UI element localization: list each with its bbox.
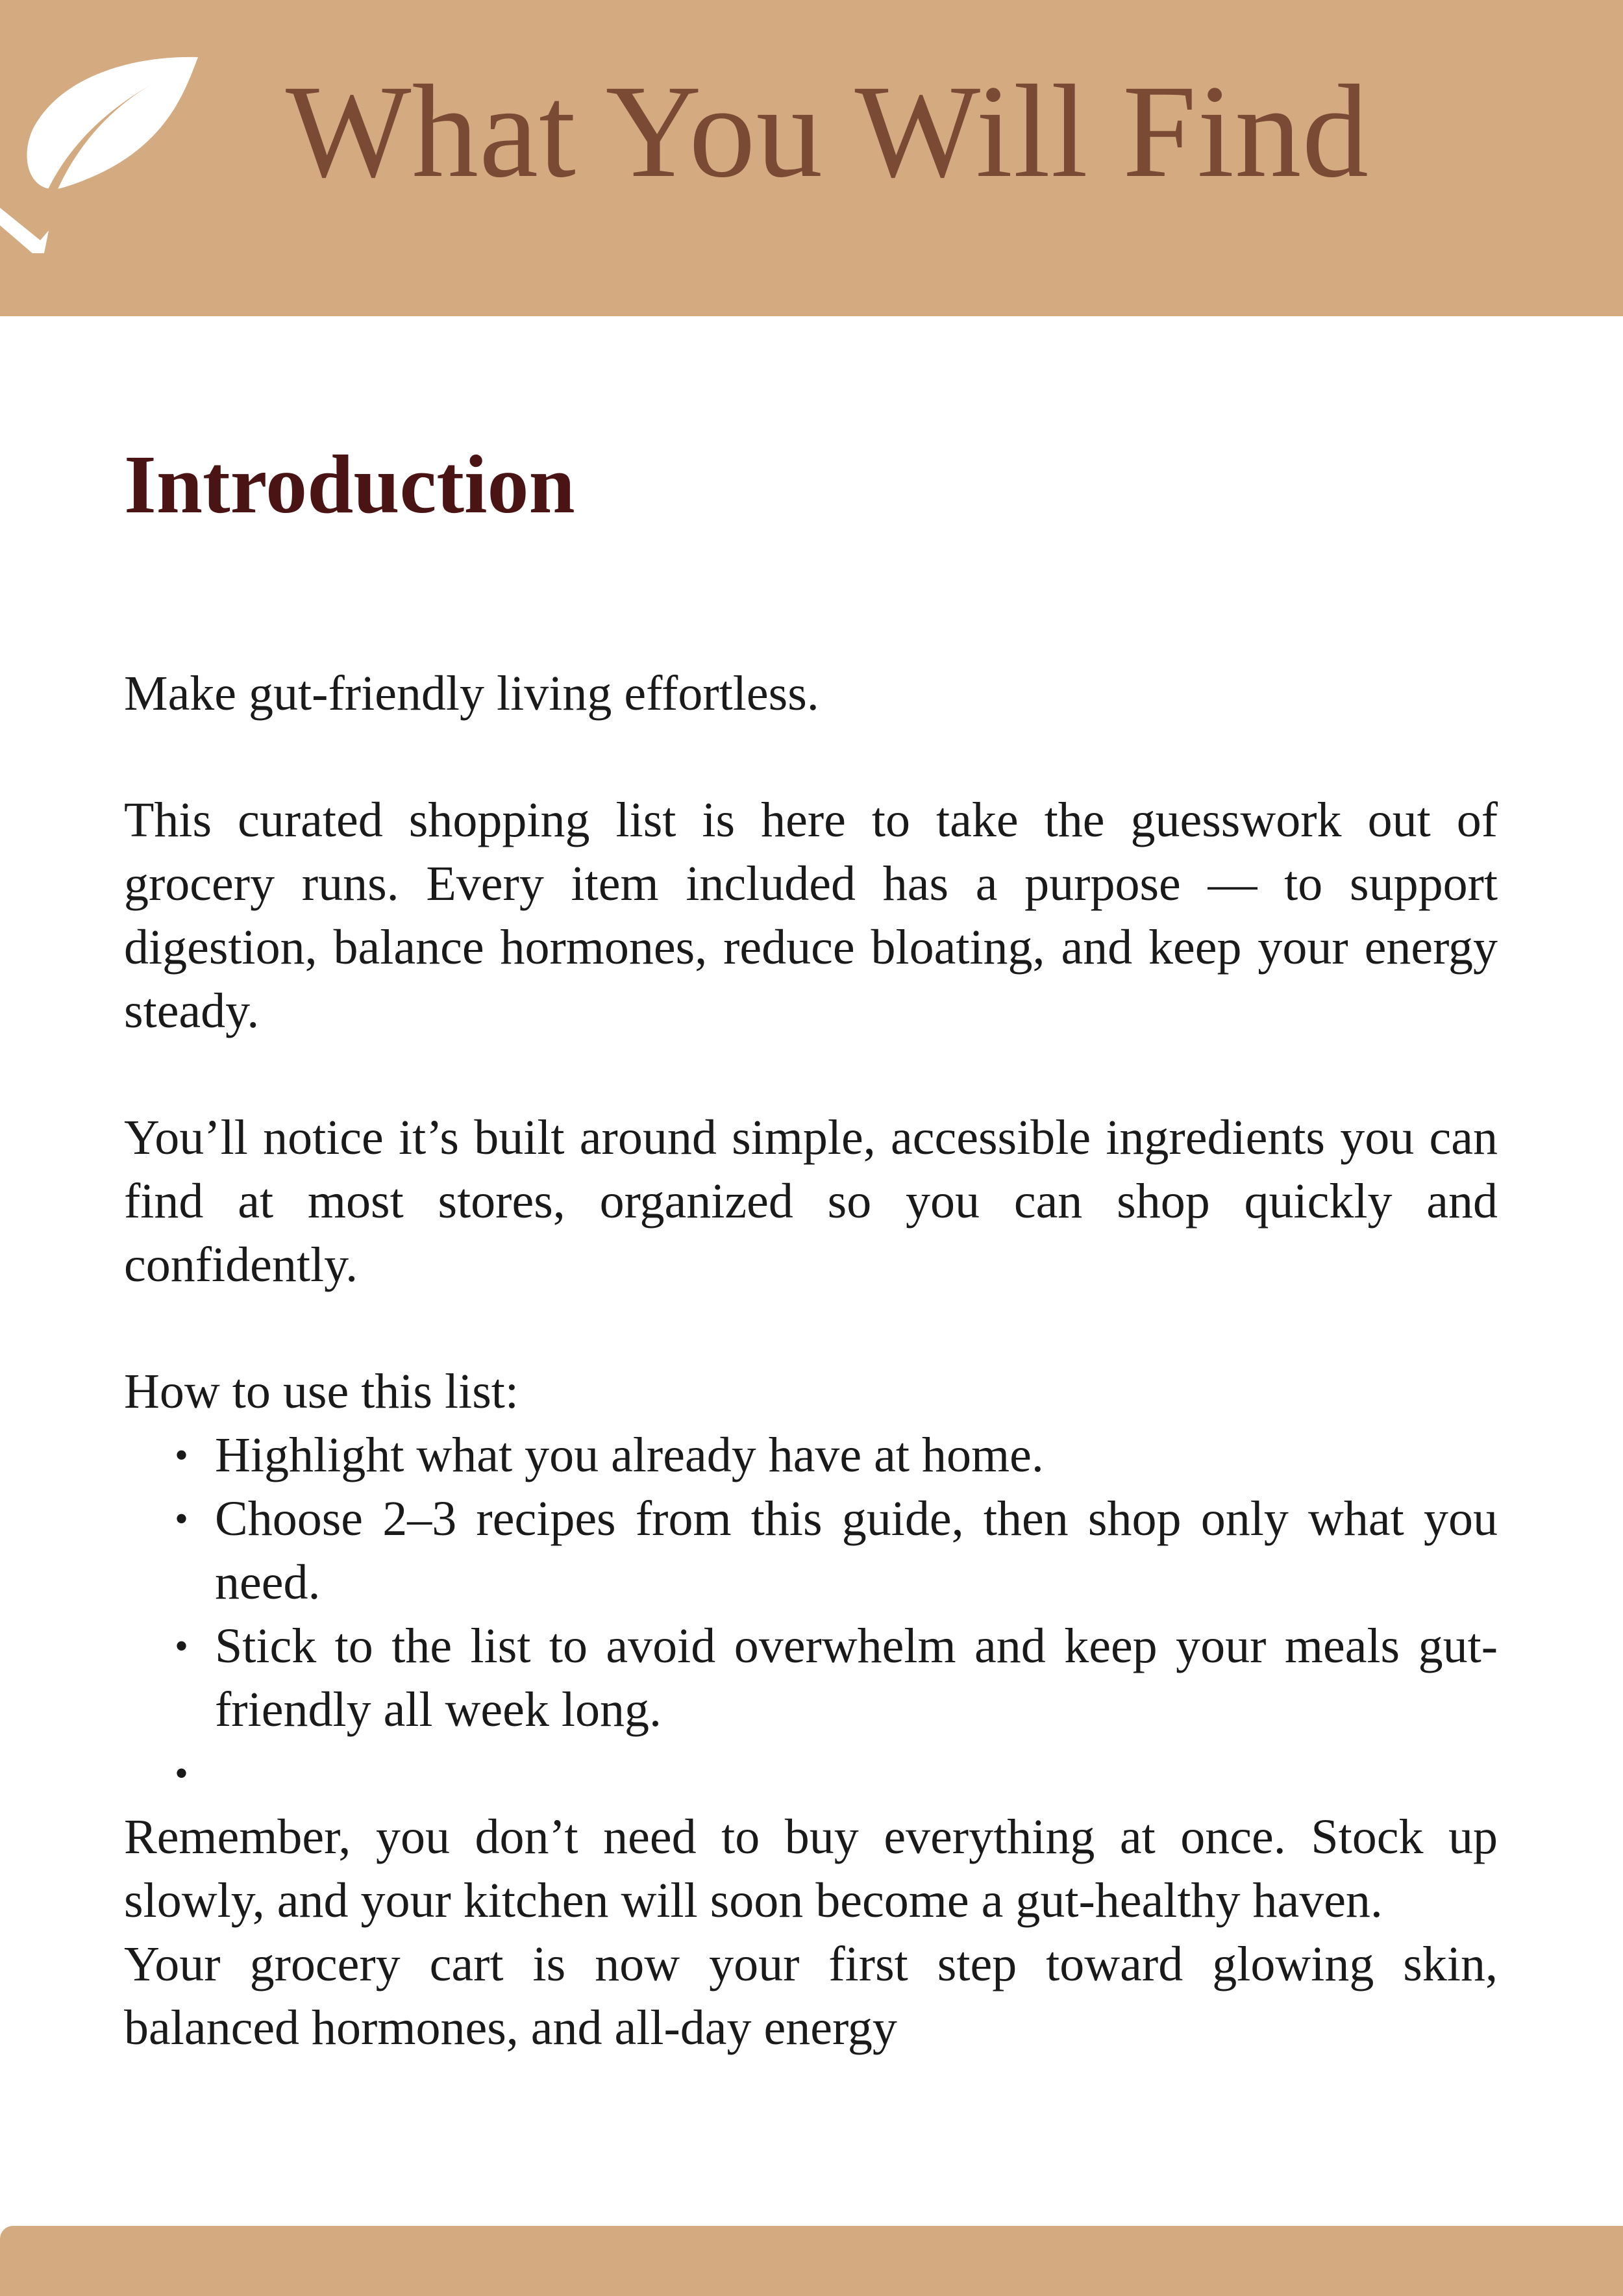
tagline: Make gut-friendly living effortless. bbox=[124, 666, 819, 721]
list-item-text: Stick to the list to avoid overwhelm and keep your meals gut-friendly all week long. bbox=[215, 1618, 1498, 1737]
list-item bbox=[175, 1741, 1498, 1805]
intro-paragraph: This curated shopping list is here to take the guesswork out of grocery runs. Every item included has a purpose — to support digestion, balance hormones, reduce bloating, and keep your energy steady. bbox=[124, 792, 1498, 1038]
how-to-list bbox=[124, 1423, 1498, 1805]
page-title: What You Will Find bbox=[286, 58, 1370, 205]
bullet-icon: • bbox=[175, 1751, 189, 1795]
how-to-label: How to use this list: bbox=[124, 1364, 519, 1419]
closing-paragraph: Your grocery cart is now your first step toward glowing skin, balanced hormones, and all-day energy bbox=[124, 1936, 1498, 2055]
list-item bbox=[175, 1487, 1498, 1614]
header-band bbox=[0, 0, 1623, 316]
section-heading: Introduction bbox=[124, 438, 575, 530]
list-item bbox=[175, 1614, 1498, 1741]
main-content bbox=[124, 435, 1498, 2060]
remember-paragraph: Remember, you don’t need to buy everything at once. Stock up slowly, and your kitchen will soon become a gut-healthy haven. bbox=[124, 1809, 1498, 1928]
bullet-icon: • bbox=[175, 1497, 189, 1540]
list-item-text: Choose 2–3 recipes from this guide, then shop only what you need. bbox=[215, 1491, 1498, 1610]
ingredients-paragraph: You’ll notice it’s built around simple, accessible ingredients you can find at most stores, organized so you can shop quickly and confidently. bbox=[124, 1110, 1498, 1292]
list-item bbox=[175, 1423, 1498, 1487]
footer-band bbox=[0, 2226, 1623, 2296]
bullet-icon: • bbox=[175, 1624, 189, 1667]
leaf-check-icon bbox=[0, 45, 221, 253]
bullet-icon: • bbox=[175, 1433, 189, 1477]
list-item-text: Highlight what you already have at home. bbox=[215, 1427, 1044, 1482]
